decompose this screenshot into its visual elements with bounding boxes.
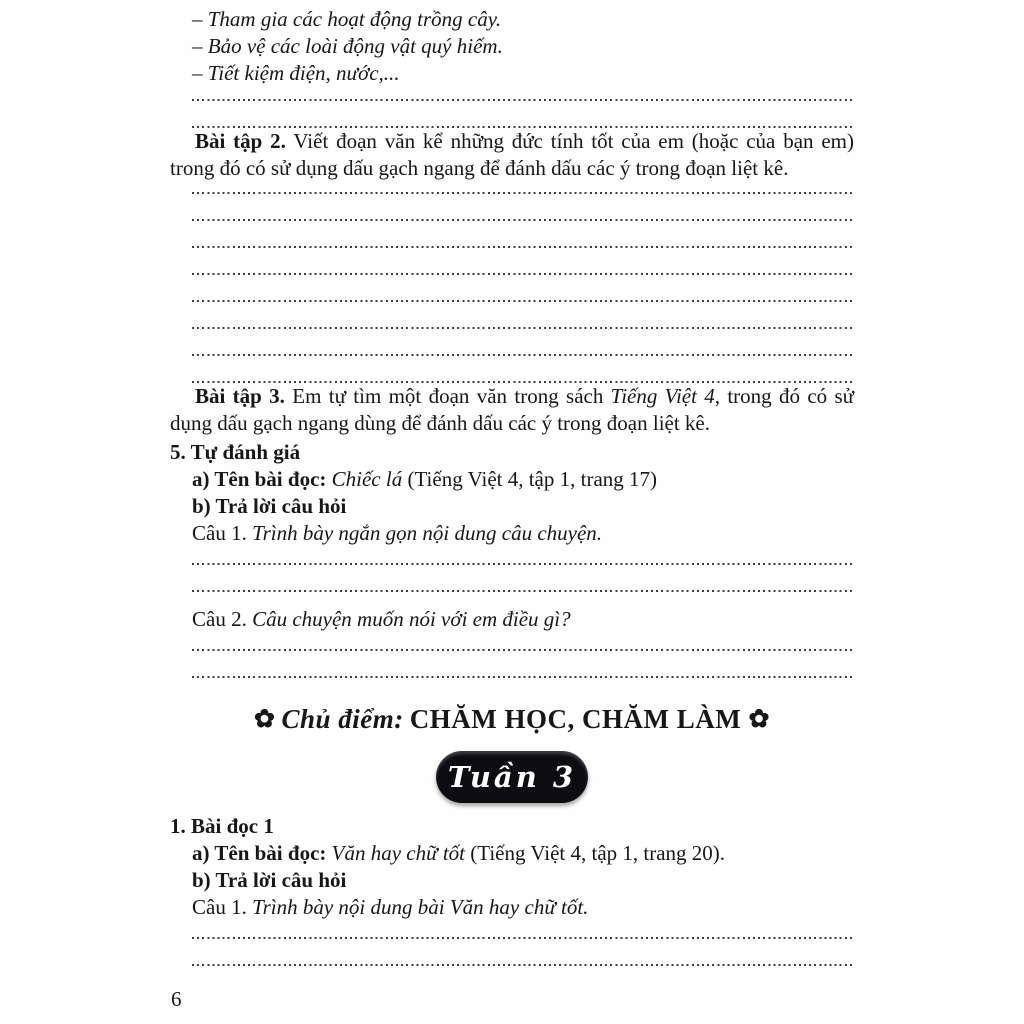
page-content xyxy=(170,6,854,966)
question-label: Câu 1. xyxy=(192,895,247,919)
reading1-heading: 1. Bài đọc 1 xyxy=(170,814,274,838)
chapter-label: Chủ điểm: xyxy=(281,704,404,734)
title-label: a) Tên bài đọc: xyxy=(192,467,327,491)
answer-area-exercise2 xyxy=(170,192,854,383)
reading1-title-line xyxy=(170,840,854,867)
page-number: 6 xyxy=(171,987,182,1011)
answer-dotted-line xyxy=(192,649,852,651)
answer-dotted-line xyxy=(192,563,852,565)
title-label: a) Tên bài đọc: xyxy=(192,841,327,865)
answer-area-reading1-q1 xyxy=(170,937,854,966)
answer-dotted-line xyxy=(192,192,852,194)
exercise3-text-after: , trong đó có sử dụng dấu gạch ngang dùng để đánh dấu các ý trong đoạn liệt kê. xyxy=(170,384,855,435)
answer-dotted-line xyxy=(192,300,852,302)
question-text: Câu chuyện muốn nói với em điều gì? xyxy=(252,607,571,631)
answer-area-q2 xyxy=(170,649,854,678)
answer-area-q1 xyxy=(170,563,854,592)
answer-dotted-line xyxy=(192,246,852,248)
question-label: Câu 2. xyxy=(192,607,247,631)
reading-ref: (Tiếng Việt 4, tập 1, trang 20). xyxy=(470,841,726,865)
reading-title: Chiếc lá xyxy=(331,467,403,491)
exercise2-text: Viết đoạn văn kể những đức tính tốt của em (hoặc của bạn em) trong đó có sử dụng dấu gạch ngang để đánh dấu các ý trong đoạn liệt kê. xyxy=(170,129,855,180)
flower-icon: ✿ xyxy=(748,706,770,733)
exercise3-text: Em tự tìm một đoạn văn trong sách xyxy=(284,384,611,408)
week-badge-label: Tuần 3 xyxy=(447,760,577,794)
list-item: – Tham gia các hoạt động trồng cây. xyxy=(192,7,502,31)
answer-dotted-line xyxy=(192,99,852,101)
exercise2-paragraph xyxy=(170,128,854,182)
self-assess-answers-label: b) Trả lời câu hỏi xyxy=(192,494,347,518)
reading1-block xyxy=(170,813,854,921)
reading1-answers-label: b) Trả lời câu hỏi xyxy=(192,868,347,892)
book-title: Tiếng Việt 4 xyxy=(610,384,715,408)
reading-title: Văn hay chữ tốt xyxy=(331,841,465,865)
chapter-header xyxy=(170,704,854,735)
answer-dotted-line xyxy=(192,676,852,678)
chapter-title: CHĂM HỌC, CHĂM LÀM xyxy=(409,704,742,734)
intro-list xyxy=(170,6,854,87)
answer-dotted-line xyxy=(192,273,852,275)
answer-area-intro xyxy=(170,99,854,128)
list-item: – Tiết kiệm điện, nước,... xyxy=(192,61,400,85)
exercise3-label: Bài tập 3. xyxy=(195,384,285,408)
answer-dotted-line xyxy=(192,937,852,939)
answer-dotted-line xyxy=(192,219,852,221)
list-item: – Bảo vệ các loài động vật quý hiếm. xyxy=(192,34,503,58)
question-text: Trình bày ngắn gọn nội dung câu chuyện. xyxy=(252,521,603,545)
question-1-line xyxy=(170,520,854,547)
reading-ref: (Tiếng Việt 4, tập 1, trang 17) xyxy=(407,467,658,491)
answer-dotted-line xyxy=(192,590,852,592)
exercise2-label: Bài tập 2. xyxy=(195,129,286,153)
self-assess-title-line xyxy=(170,466,854,493)
answer-dotted-line xyxy=(192,327,852,329)
week-badge xyxy=(436,751,588,803)
answer-dotted-line xyxy=(192,964,852,966)
question-2-line xyxy=(170,606,854,633)
question-label: Câu 1. xyxy=(192,521,247,545)
reading1-question-1-line xyxy=(170,894,854,921)
question-text: Trình bày nội dung bài Văn hay chữ tốt. xyxy=(252,895,589,919)
exercise3-paragraph xyxy=(170,383,854,437)
self-assess-heading: 5. Tự đánh giá xyxy=(170,440,301,464)
flower-icon: ✿ xyxy=(254,706,276,733)
answer-dotted-line xyxy=(192,354,852,356)
